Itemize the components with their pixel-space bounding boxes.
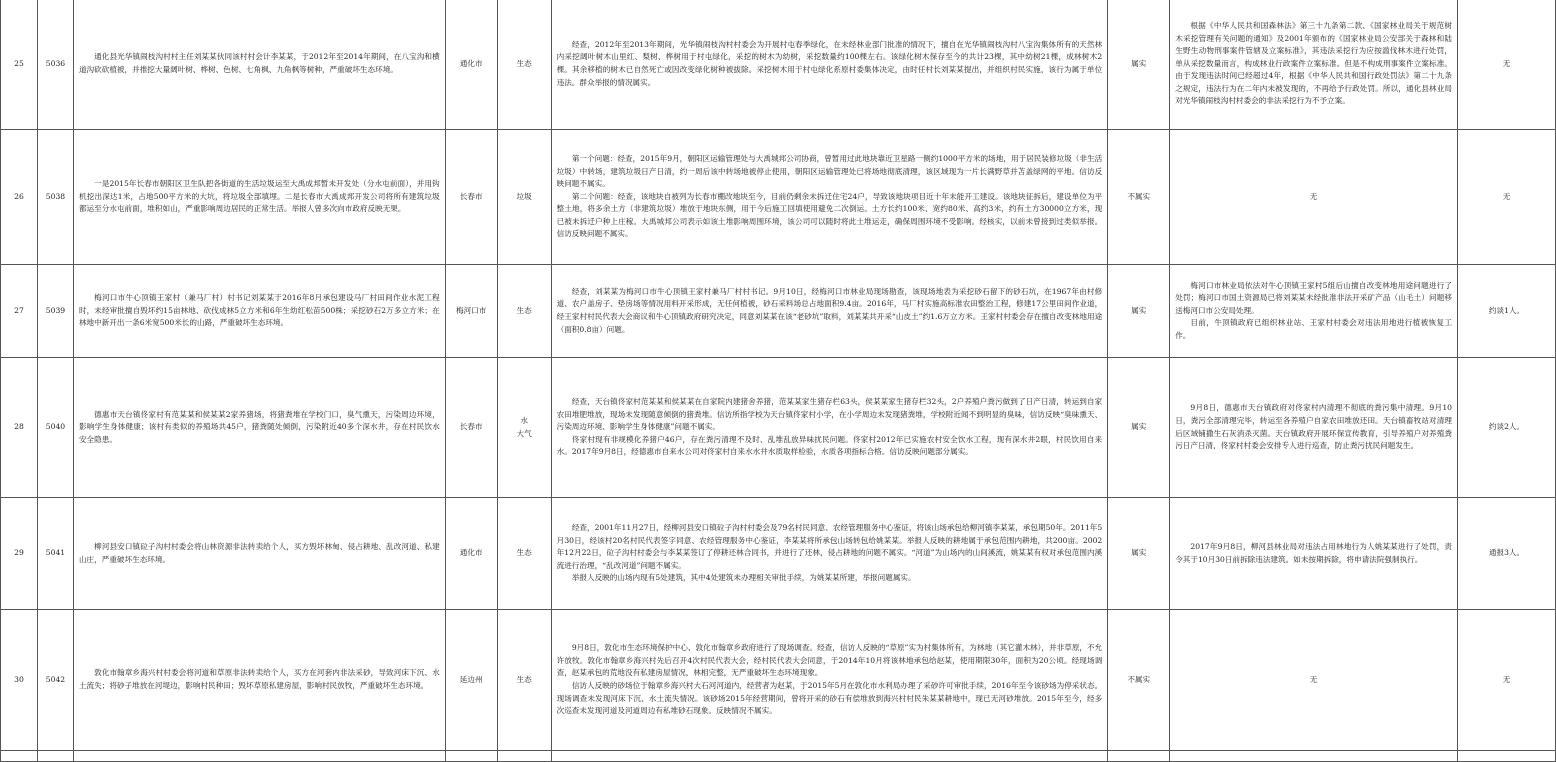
paragraph: 梅河口市牛心顶镇王家村（兼马厂村）村书记刘某某于2016年8月承包建设马厂村田间作业水泥工程时，未经审批擅自毁坏约15亩林地、砍伐成林5立方米和6年生幼红松苗500株；采挖砂石2万多立方米；在林地中新开出一条6米宽500米长的山路，严重破坏生态环境。 xyxy=(78,293,440,328)
complaint-text xyxy=(73,358,445,498)
verdict-cell: 属实 xyxy=(1108,498,1170,610)
category-cell: 生态 xyxy=(497,610,551,751)
paragraph: 无 xyxy=(1309,674,1318,684)
paragraph: 经查，天台镇佟家村范某某和侯某某在自家院内建猪舍养猪，范某某家生猪存栏63头，侯某某家生猪存栏32头，2户养殖户粪污做到了日产日清，转运到自家农田堆肥堆放，现场未发现随意倾倒的猪粪堆。信访所指学校为天台镇佟家村小学，在小学周边未发现猪粪堆，学校附近闻不到明显的臭味，信访反映“臭味熏天、污染周边环境、影响学生身体健康”问题不属实。 xyxy=(556,397,1103,432)
paragraph: 9月8日，敦化市生态环境保护中心、敦化市翰章乡政府进行了现场调查。经查，信访人反映的“草原”实为村集体所有，为林地（其它灌木林），并非草原，不允许放牧。敦化市翰章乡海兴村先后召开4次村民代表大会，经村民代表大会同意，于2014年10月将该林地承包给赵某，使用期限30年，面积为20公顷。经现场调查，赵某承包的荒地没有私建房屋情况，林相完整，无严重破坏生态环境现象。 xyxy=(556,643,1103,678)
city-cell: 延边州 xyxy=(445,610,497,751)
city-cell: 长春市 xyxy=(445,130,497,265)
paragraph: 经查，刘某某为梅河口市牛心顶镇王家村兼马厂村村书记。9月10日，经梅河口市林业局现场勘查，该现场地表为采挖砂石留下的砂石坑，在1967年由村修道、农户盖房子、垫房场等情况用料开采形成，无任何植被，砂石采料场总占地面积9.4亩。2016年，马厂村实施高标准农田整治工程，修建17公里田间作业道，经王家村村民代表大会商议和牛心顶镇政府研究决定，同意刘某某在该“老砂坑”取料，刘某某共开采“山皮土”约1.6万立方米。王家村村委会存在擅自改变林地用途（面积0.8亩）问题。 xyxy=(556,286,1103,334)
city-cell: 通化市 xyxy=(445,0,497,130)
complaint-id: 5036 xyxy=(37,0,73,130)
empty-cell xyxy=(37,751,73,762)
accountability-cell: 无 xyxy=(1458,130,1556,265)
complaint-text xyxy=(73,498,445,610)
complaint-text xyxy=(73,610,445,751)
complaint-id: 5039 xyxy=(37,265,73,358)
table-row xyxy=(1,358,1556,498)
paragraph: 2017年9月8日，柳河县林业局对违法占用林地行为人姚某某进行了处罚，责令其于10月30日前拆除违法建筑。如未按期拆除，将申请法院强制执行。 xyxy=(1175,541,1452,564)
verdict-cell: 属实 xyxy=(1108,265,1170,358)
accountability-cell: 无 xyxy=(1458,0,1556,130)
empty-cell xyxy=(73,751,445,762)
paragraph: 佟家村现有非规模化养猪户46户，存在粪污清理不及时、乱堆乱放异味扰民问题。佟家村2012年已实施农村安全饮水工程，现有深水井2眼，村民饮用自来水。2017年9月8日，经德惠市自来水公司对佟家村自来水水井水质取样检验，水质各项指标合格。信访反映问题部分属实。 xyxy=(556,434,1103,457)
paragraph: 第二个问题：经查，该地块自被列为长春市棚改地块至今，目前仍剩余未拆迁住宅24户，导致该地块项目近十年未能开工建设。该地块征拆后，建设单位为平整土地，将多余土方（非建筑垃圾）堆放于地块东侧，用于今后施工回填使用避免二次倒运。土方长约100米、宽约80米、高约3米，约有土方30000立方米，现已被未拆迁户种上庄稼。大禹城邦公司表示如该土堆影响周围环境，该公司可以随时将此土堆运走，确保周围环境不受影响。经核实，以前未曾接到过类似举报。信访反映问题不属实。 xyxy=(556,191,1103,239)
complaint-id: 5041 xyxy=(37,498,73,610)
handling-text xyxy=(1170,265,1458,358)
table-row xyxy=(1,751,1556,762)
accountability-cell: 约谈2人。 xyxy=(1458,358,1556,498)
handling-text xyxy=(1170,498,1458,610)
accountability-cell: 通报3人。 xyxy=(1458,498,1556,610)
investigation-text xyxy=(551,610,1108,751)
paragraph: 无 xyxy=(1309,191,1318,201)
category-cell: 垃圾 xyxy=(497,130,551,265)
paragraph: 信访人反映的砂场位于翰章乡海兴村大石河河道内，经营者为赵某，于2015年5月在敦化市水利局办理了采砂许可审批手续，2016年至今该砂场为停采状态。现场调查未发现河床下沉、水土流失情况。该砂场2015年经营期间，曾将开采的砂石有偿堆放到海兴村村民朱某某耕地中，现已无河砂堆放。2015年至今，经多次巡查未发现河道及河道周边有私堆砂石现象。反映情况不属实。 xyxy=(556,681,1103,716)
paragraph: 第一个问题：经查，2015年9月，朝阳区运输管理处与大禹城邦公司协商，曾暂用过此地块靠近卫星路一侧约1000平方米的场地，用于居民装修垃圾（非生活垃圾）中转场，建筑垃圾日产日清，约一周后该中转场地被停止使用，朝阳区运输管理处已将场地彻底清理，该区域现为一片长满野草并苫盖绿网的平地。信访反映问题不属实。 xyxy=(556,153,1103,189)
row-number: 27 xyxy=(1,265,38,358)
row-number: 28 xyxy=(1,358,38,498)
paragraph: 水 xyxy=(520,415,528,425)
row-number: 30 xyxy=(1,610,38,751)
empty-cell xyxy=(1,751,38,762)
city-cell: 通化市 xyxy=(445,498,497,610)
paragraph: 敦化市翰章乡海兴村村委会将河道和草原非法转卖给个人，买方在河套内非法采砂，导致河床下沉、水土流失；将砂子堆放在河堤边，影响村民种田；毁坏草原私建房屋，影响村民放牧，严重破坏生态环境。 xyxy=(78,668,440,690)
category-cell: 生态 xyxy=(497,498,551,610)
investigation-text xyxy=(551,265,1108,358)
verdict-cell: 属实 xyxy=(1108,0,1170,130)
empty-cell xyxy=(1170,751,1458,762)
empty-cell xyxy=(497,751,551,762)
accountability-cell: 约谈1人。 xyxy=(1458,265,1556,358)
paragraph: 通化县光华镇闹枝沟村村主任刘某某伙同该村村会计李某某，于2012年至2014年期间，在八宝沟和横道沟砍砍植被，并推挖大量阔叶树、桦树、色树、七角枫、九角枫等树种，严重破坏生态环境。 xyxy=(78,52,440,74)
accountability-cell: 无 xyxy=(1458,610,1556,751)
table-row xyxy=(1,130,1556,265)
complaint-id: 5040 xyxy=(37,358,73,498)
table-row xyxy=(1,265,1556,358)
verdict-cell: 不属实 xyxy=(1108,610,1170,751)
paragraph: 德惠市天台镇佟家村有范某某和侯某某2家养猪场，将猪粪堆在学校门口，臭气熏天，污染周边环境，影响学生身体健康；该村有类似的养殖场共45户，猪粪随处倾倒，污染附近40多个深水井，存在村民饮水安全隐患。 xyxy=(78,409,440,444)
paragraph: 9月8日，德惠市天台镇政府对佟家村内清理不彻底的粪污集中清理。9月10日，粪污全部清理完毕，转运至各养殖户自家农田堆放还田。天台镇畜牧站对清理后区域铺撒生石灰消杀灭菌。天台镇政府开展环保宣传教育，引导养殖户对养殖粪污日产日清，佟家村村委会安排专人进行巡查，防止粪污扰民问题发生。 xyxy=(1175,403,1452,451)
empty-cell xyxy=(1108,751,1170,762)
paragraph: 梅河口市林业局依法对牛心顶镇王家村5组后山擅自改变林地用途问题进行了处罚；梅河口市国土资源局已将刘某某未经批准非法开采矿产品（山毛土）问题移送梅河口市公安局处理。 xyxy=(1175,280,1452,315)
empty-cell xyxy=(1458,751,1556,762)
empty-cell xyxy=(551,751,1108,762)
paragraph: 大气 xyxy=(516,428,532,438)
row-number: 25 xyxy=(1,0,38,130)
investigation-text xyxy=(551,130,1108,265)
city-cell: 梅河口市 xyxy=(445,265,497,358)
empty-cell xyxy=(445,751,497,762)
row-number: 29 xyxy=(1,498,38,610)
paragraph: 柳河县安口镇砬子沟村村委会将山林资源非法转卖给个人，买方毁坏林甸、侵占耕地、乱改河道、私建山庄，严重破坏生态环境。 xyxy=(78,541,440,564)
city-cell: 长春市 xyxy=(445,358,497,498)
paragraph: 根据《中华人民共和国森林法》第三十九条第二款、《国家林业局关于规范树木采挖管理有关问题的通知》及2001年颁布的《国家林业局公安部关于森林和陆生野生动物刑事案件管辖及立案标准》，其违法采挖行为应按滥伐林木进行处罚，单从采挖数量而言，构成林业行政案件立案标准。但是不构成刑事案件立案标准。由于发现违法时间已经超过4年，根据《中华人民共和国行政处罚法》第二十九条之规定，违法行为在二年内未被发现的，不再给予行政处罚。所以，通化县林业局对光华镇闹枝沟村村委会的非法采挖行为不予立案。 xyxy=(1175,20,1452,106)
handling-text xyxy=(1170,610,1458,751)
investigation-text xyxy=(551,0,1108,130)
category-cell xyxy=(497,358,551,498)
verdict-cell: 不属实 xyxy=(1108,130,1170,265)
row-number: 26 xyxy=(1,130,38,265)
paragraph: 举报人反映的山场内现有5处建筑，其中4处建筑未办理相关审批手续，为姚某某所建，举报问题属实。 xyxy=(571,573,916,583)
investigation-text xyxy=(551,358,1108,498)
handling-text xyxy=(1170,358,1458,498)
table-row xyxy=(1,0,1556,130)
category-cell: 生态 xyxy=(497,265,551,358)
handling-text xyxy=(1170,0,1458,130)
complaint-text xyxy=(73,130,445,265)
complaint-text xyxy=(73,0,445,130)
category-cell: 生态 xyxy=(497,0,551,130)
paragraph: 一是2015年长春市朝阳区卫生队把各街道的生活垃圾运至大禹成邦暂未开发处（分水屯前面），并用钩机挖出深达1米，占地500平方米的大坑，将垃圾全部填埋。二是长春市大禹成邦开发公司将所有建筑垃圾都运至分水屯前面，堆积如山，严重影响周边居民的正常生活。举报人曾多次向市政府反映无果。 xyxy=(78,179,440,214)
handling-text xyxy=(1170,130,1458,265)
paragraph: 经查，2012年至2013年期间，光华镇闹枝沟村村委会为开展村屯春季绿化，在未经林业部门批准的情况下，擅自在光华镇闹枝沟村八宝沟集体所有的天然林内采挖阔叶树木山里红、梨树、桦树用于村屯绿化，采挖的树木为幼树，采挖数量约100棵左右。该绿化树木保存至今的共计23棵，其中幼树21棵，成林树木2棵。其余移植的树木已自然死亡或因改变绿化树种被拔除。采挖树木用于村屯绿化系原村委集体决定，由时任村长刘某某提出，并组织村民实施，该行为属于单位违法。群众举报的情况属实。 xyxy=(556,39,1103,87)
paragraph: 目前，牛顶镇政府已组织林业站、王家村村委会对违法用地进行植被恢复工作。 xyxy=(1175,318,1452,340)
investigation-text xyxy=(551,498,1108,610)
paragraph: 经查，2001年11月27日，经柳河县安口镇砬子沟村村委会及79名村民同意、农经管理服务中心鉴证，将该山场承包给柳河镇李某某，承包期50年。2011年5月30日，经该村20名村民代表签字同意、农经管理服务中心鉴证，李某某将所承包山场转包给姚某某。举报人反映的耕地属于承包范围内耕地，共200亩。2002年12月22日，砬子沟村村委会与李某某签订了停耕还林合同书，并进行了还林，侵占耕地的问题不属实。“河道”为山场内的山间溪流，姚某某有权对承包范围内溪流进行治理，“乱改河道”问题不属实。 xyxy=(556,523,1103,570)
table-row xyxy=(1,498,1556,610)
complaint-text xyxy=(73,265,445,358)
complaint-id: 5042 xyxy=(37,610,73,751)
table-row xyxy=(1,610,1556,751)
complaint-id: 5038 xyxy=(37,130,73,265)
verdict-cell: 属实 xyxy=(1108,358,1170,498)
